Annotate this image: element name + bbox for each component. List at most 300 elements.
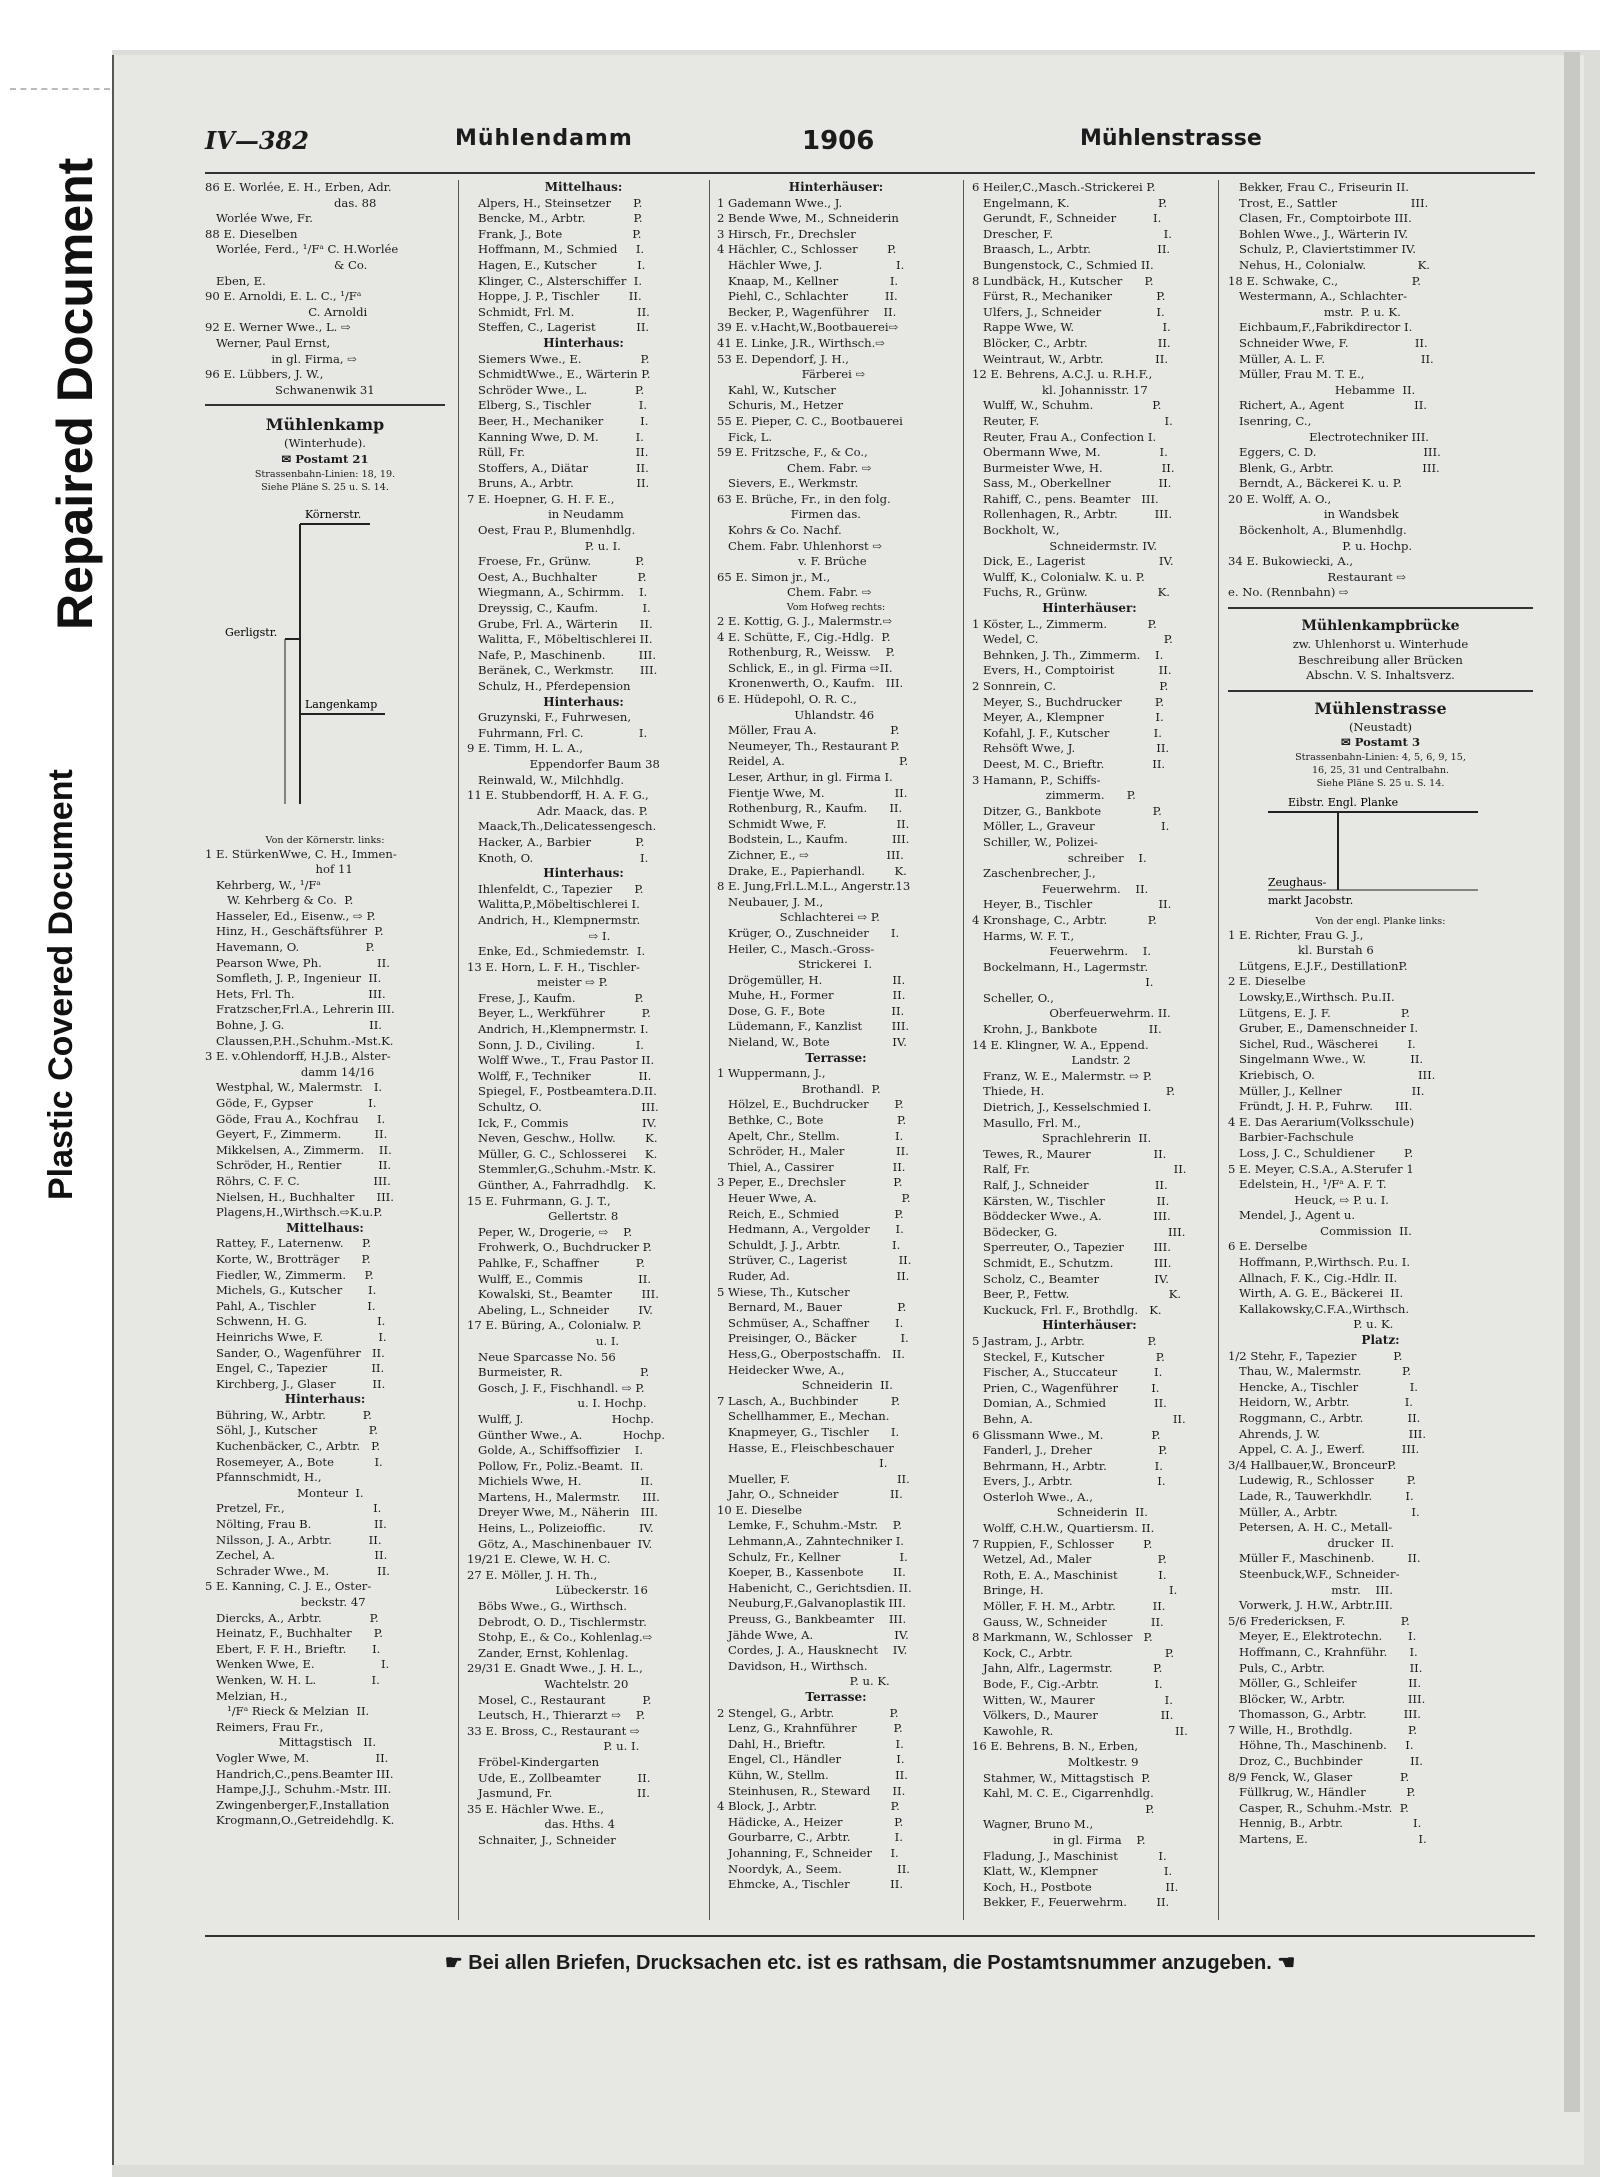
directory-entry: Fründt, J. H. P., Fuhrw. III.: [1228, 1099, 1413, 1114]
directory-entry: Rosemeyer, A., Bote I.: [205, 1454, 383, 1469]
directory-entry: Eggers, C. D. III.: [1228, 445, 1441, 460]
directory-entry: Nilsson, J. A., Arbtr. II.: [205, 1532, 382, 1547]
directory-entry: 12 E. Behrens, A.C.J. u. R.H.F.,: [972, 367, 1153, 382]
map-label-korner: Körnerstr.: [305, 507, 362, 521]
directory-entry: Hencke, A., Tischler I.: [1228, 1379, 1418, 1394]
directory-entry: Drescher, F. I.: [972, 226, 1172, 241]
directory-entry: Stemmler,G.,Schuhm.-Mstr. K.: [467, 1162, 657, 1177]
directory-entry: Heuck, ⇨ P. u. I.: [1228, 1192, 1389, 1207]
directory-entry: Söhl, J., Kutscher P.: [205, 1423, 378, 1438]
subsection-heading: Hinterhaus:: [284, 1392, 366, 1407]
directory-entry: Behnken, J. Th., Zimmerm. I.: [972, 647, 1164, 662]
directory-entry: Schulz, Fr., Kellner I.: [717, 1549, 908, 1564]
directory-entry: Hölzel, E., Buchdrucker P.: [717, 1097, 904, 1112]
tram-lines-2: 16, 25, 31 und Centralbahn.: [1311, 765, 1450, 776]
directory-entry: Göde, F., Gypser I.: [205, 1096, 377, 1110]
directory-entry: Restaurant ⇨: [1228, 569, 1407, 584]
directory-entry: 4 Block, J., Arbtr. P.: [717, 1799, 900, 1814]
directory-entry: Krüger, O., Zuschneider I.: [717, 925, 900, 940]
entries-block: [205, 847, 445, 1221]
directory-entry: Beränek, C., Werkmstr. III.: [467, 663, 658, 678]
directory-entry: Werner, Paul Ernst,: [205, 335, 331, 350]
directory-entry: Handrich,C.,pens.Beamter III.: [205, 1766, 394, 1781]
directory-entry: Schröder Wwe., L. P.: [467, 382, 645, 397]
directory-entry: Loss, J. C., Schuldiener P.: [1228, 1145, 1414, 1160]
directory-entry: Ahrends, J. W. III.: [1228, 1426, 1427, 1441]
directory-entry: 1 Wuppermann, J.,: [717, 1066, 826, 1081]
directory-entry: ¹/Fᵃ Rieck & Melzian II.: [205, 1704, 370, 1719]
directory-entry: 86 E. Worlée, E. H., Erben, Adr.: [205, 180, 392, 194]
directory-entry: Stoffers, A., Diätar II.: [467, 460, 649, 475]
directory-entry: Peper, W., Drogerie, ⇨ P.: [467, 1224, 633, 1239]
direction-note: Von der engl. Planke links:: [1315, 915, 1446, 927]
directory-entry: Färberei ⇨: [717, 367, 866, 382]
directory-entry: Zichner, E., ⇨ III.: [717, 847, 904, 862]
directory-entry: Leutsch, H., Thierarzt ⇨ P.: [467, 1708, 645, 1723]
directory-entry: 3 Peper, E., Drechsler P.: [717, 1175, 903, 1190]
directory-entry: Jähde Wwe, A. IV.: [717, 1627, 909, 1642]
directory-entry: Gosch, J. F., Fischhandl. ⇨ P.: [467, 1380, 645, 1395]
directory-entry: Reich, E., Schmied P.: [717, 1206, 904, 1221]
entries-block: [205, 1236, 445, 1392]
directory-entry: Wulff, W., Schuhm. P.: [972, 398, 1162, 413]
directory-entry: Geyert, F., Zimmerm. II.: [205, 1127, 388, 1142]
directory-entry: Kanning Wwe, D. M. I.: [467, 429, 644, 444]
directory-entry: Lemke, F., Schuhm.-Mstr. P.: [717, 1518, 902, 1533]
directory-entry: Heyer, B., Tischler II.: [972, 897, 1172, 912]
directory-entry: Wedel, C. P.: [972, 632, 1173, 647]
directory-entry: Kofahl, J. F., Kutscher I.: [972, 725, 1162, 740]
directory-entry: Kärsten, W., Tischler II.: [972, 1193, 1170, 1208]
directory-entry: Hets, Frl. Th. III.: [205, 986, 386, 1001]
directory-entry: Müller, A., Arbtr. I.: [1228, 1504, 1420, 1519]
envelope-icon: ✉: [1340, 735, 1355, 750]
column-divider: [709, 180, 710, 1920]
directory-entry: Rothenburg, R., Kaufm. II.: [717, 801, 903, 816]
directory-entry: Roggmann, C., Arbtr. II.: [1228, 1411, 1421, 1425]
directory-entry: Pretzel, Fr., I.: [205, 1501, 382, 1516]
directory-entry: Feuerwehrm. I.: [972, 944, 1152, 959]
directory-entry: Kahl, M. C. E., Cigarrenhdlg.: [972, 1786, 1154, 1801]
postamt-label: Postamt 21: [295, 451, 369, 466]
directory-entry: Apelt, Chr., Stellm. I.: [717, 1128, 904, 1143]
directory-entry: Froese, Fr., Grünw. P.: [467, 554, 645, 569]
directory-entry: Roth, E. A., Maschinist I.: [972, 1567, 1167, 1582]
directory-entry: e. No. (Rennbahn) ⇨: [1228, 585, 1349, 600]
section-title: Mühlenkamp: [265, 415, 385, 435]
directory-entry: in Wandsbek: [1228, 507, 1399, 522]
directory-entry: Reuter, F. I.: [972, 413, 1173, 428]
column-divider: [1218, 180, 1219, 1920]
directory-entry: Bekker, F., Feuerwehrm. II.: [972, 1895, 1170, 1910]
directory-entry: Steffen, C., Lagerist II.: [467, 320, 650, 335]
directory-entry: 63 E. Brüche, Fr., in den folg.: [717, 491, 891, 506]
map-label-langen: Langenkamp: [305, 697, 378, 711]
directory-entry: v. F. Brüche: [717, 554, 867, 569]
directory-entry: Gruzynski, F., Fuhrwesen,: [467, 710, 632, 725]
directory-entry: Johanning, F., Schneider I.: [717, 1845, 899, 1860]
directory-entry: Deest, M. C., Brieftr. II.: [972, 756, 1166, 771]
directory-entry: Wolff, F., Techniker II.: [467, 1068, 652, 1083]
directory-entry: Kühn, W., Stellm. II.: [717, 1767, 908, 1782]
directory-entry: Schneiderin II.: [972, 1505, 1148, 1520]
directory-entry: Röhrs, C. F. C. III.: [205, 1173, 391, 1188]
directory-entry: 29/31 E. Gnadt Wwe., J. H. L.,: [467, 1661, 643, 1676]
directory-entry: Schulz, P., Claviertstimmer IV.: [1228, 242, 1416, 257]
directory-entry: Isenring, C.,: [1228, 413, 1312, 428]
directory-entry: Sander, O., Wagenführer II.: [205, 1345, 385, 1360]
bridge-line: zw. Uhlenhorst u. Winterhude: [1292, 637, 1469, 652]
directory-entry: Mendel, J., Agent u.: [1228, 1208, 1356, 1223]
directory-entry: Debrodt, O. D., Tischlermstr.: [467, 1614, 647, 1629]
right-street-heading: Mühlenstrasse: [1080, 126, 1262, 151]
directory-entry: 10 E. Dieselbe: [717, 1502, 802, 1517]
directory-entry: Franz, W. E., Malermstr. ⇨ P.: [972, 1068, 1152, 1083]
directory-entry: 9 E. Timm, H. L. A.,: [467, 741, 583, 756]
directory-entry: Fick, L.: [717, 429, 773, 444]
directory-entry: Rattey, F., Laternenw. P.: [205, 1236, 372, 1251]
directory-entry: Wirth, A. G. E., Bäckerei II.: [1228, 1286, 1404, 1301]
directory-entry: Zaschenbrecher, J.,: [972, 866, 1096, 881]
directory-entry: 5 Jastram, J., Arbtr. P.: [972, 1333, 1157, 1348]
directory-entry: Becker, P., Wagenführer II.: [717, 304, 897, 319]
subsection-heading: Terrasse:: [805, 1050, 867, 1065]
column-3: [717, 180, 955, 1920]
directory-entry: Kronenwerth, O., Kaufm. III.: [717, 676, 904, 691]
directory-entry: Thiede, H. P.: [972, 1084, 1176, 1099]
directory-entry: Klinger, C., Alsterschiffer I.: [467, 273, 643, 288]
directory-entry: Hennig, B., Arbtr. I.: [1228, 1816, 1422, 1831]
directory-entry: Ihlenfeldt, C., Tapezier P.: [467, 881, 644, 896]
directory-entry: 65 E. Simon jr., M.,: [717, 569, 831, 584]
directory-entry: Böddecker Wwe., A. III.: [972, 1209, 1171, 1224]
section-rule: [1228, 607, 1533, 609]
directory-entry: 1 Köster, L., Zimmerm. P.: [972, 616, 1157, 631]
directory-entry: Schwenn, H. G. I.: [205, 1314, 386, 1329]
directory-entry: Schröder, H., Rentier II.: [205, 1158, 392, 1173]
directory-entry: Möller, F. H. M., Arbtr. II.: [972, 1599, 1166, 1614]
directory-entry: Bühring, W., Arbtr. P.: [205, 1407, 372, 1422]
directory-entry: Sprachlehrerin II.: [972, 1131, 1152, 1146]
directory-entry: Knapmeyer, G., Tischler I.: [717, 1424, 900, 1439]
directory-entry: Koeper, B., Kassenbote II.: [717, 1565, 906, 1580]
directory-entry: 6 Heiler,C.,Masch.-Strickerei P.: [972, 180, 1156, 194]
directory-entry: 27 E. Möller, J. H. Th.,: [467, 1567, 598, 1582]
directory-entry: Günther Wwe., A. Hochp.: [467, 1427, 665, 1442]
directory-entry: Bödecker, G. III.: [972, 1224, 1186, 1239]
directory-entry: Fuhrmann, Frl. C. I.: [467, 725, 648, 740]
directory-entry: Vogler Wwe, M. II.: [205, 1750, 389, 1765]
directory-entry: Bungenstock, C., Schmied II.: [972, 257, 1154, 272]
directory-entry: Blöcker, C., Arbtr. II.: [972, 335, 1171, 350]
directory-entry: Schulz, H., Pferdepension: [467, 679, 631, 693]
directory-entry: das. 88: [205, 195, 377, 210]
directory-entry: Hoppe, J. P., Tischler II.: [467, 289, 642, 304]
directory-entry: Petersen, A. H. C., Metall-: [1228, 1520, 1393, 1535]
directory-entry: Schröder, H., Maler II.: [717, 1144, 909, 1159]
directory-entry: Drögemüller, H. II.: [717, 972, 906, 987]
directory-entry: Ehmcke, A., Tischler II.: [717, 1877, 904, 1892]
directory-entry: Bernard, M., Bauer P.: [717, 1300, 907, 1315]
directory-entry: Heins, L., Polizeioffic. IV.: [467, 1521, 654, 1536]
directory-entry: 4 Kronshage, C., Arbtr. P.: [972, 912, 1157, 927]
directory-entry: Fiedler, W., Zimmerm. P.: [205, 1267, 374, 1282]
directory-entry: 39 E. v.Hacht,W.,Bootbauerei⇨: [717, 320, 899, 335]
directory-entry: Steckel, F., Kutscher P.: [972, 1349, 1165, 1364]
directory-entry: Fientje Wwe, M. II.: [717, 785, 908, 800]
directory-entry: Martens, E. I.: [1228, 1832, 1427, 1847]
directory-entry: Frese, J., Kaufm. P.: [467, 990, 644, 1005]
directory-entry: Bode, F., Cig.-Arbtr. I.: [972, 1677, 1163, 1691]
directory-entry: Abeling, L., Schneider IV.: [467, 1302, 653, 1317]
entries-block: [717, 180, 955, 1893]
directory-entry: Schmidt Wwe, F. II.: [717, 816, 910, 831]
directory-entry: Havemann, O. P.: [205, 940, 375, 955]
directory-entry: 4 E. Das Aerarium(Volksschule): [1228, 1114, 1415, 1129]
directory-entry: Lütgens, E. J. F. P.: [1228, 1005, 1410, 1020]
directory-entry: Bringe, H. I.: [972, 1583, 1178, 1598]
directory-entry: Kuchenbäcker, C., Arbtr. P.: [205, 1439, 381, 1454]
directory-entry: Eppendorfer Baum 38: [467, 756, 660, 771]
directory-entry: 19/21 E. Clewe, W. H. C.: [467, 1552, 611, 1567]
directory-entry: Evers, J., Arbtr. I.: [972, 1474, 1166, 1489]
directory-entry: Walitta, F., Möbeltischlerei II.: [467, 632, 653, 647]
directory-entry: Ruder, Ad. II.: [717, 1268, 910, 1283]
directory-entry: Ebert, F. F. H., Brieftr. I.: [205, 1641, 381, 1656]
directory-entry: Frohwerk, O., Buchdrucker P.: [467, 1240, 652, 1255]
directory-entry: Worlée, Ferd., ¹/Fᵃ C. H.Worlée: [205, 242, 399, 257]
directory-entry: Heidecker Wwe, A.,: [717, 1362, 845, 1377]
directory-entry: ⇨ I.: [467, 928, 611, 943]
subsection-heading: Platz:: [1361, 1333, 1400, 1348]
directory-entry: Kallakowsky,C.F.A.,Wirthsch.: [1228, 1301, 1410, 1316]
directory-entry: Bethke, C., Bote P.: [717, 1113, 907, 1128]
directory-entry: Meyer, E., Elektrotechn. I.: [1228, 1629, 1417, 1644]
directory-entry: Hoffmann, M., Schmied I.: [467, 242, 645, 257]
directory-entry: P. u. K.: [717, 1674, 890, 1689]
directory-entry: Harms, W. F. T.,: [972, 928, 1075, 943]
directory-entry: Berndt, A., Bäckerei K. u. P.: [1228, 476, 1402, 491]
directory-entry: 8 E. Jung,Frl.L.M.L., Angerstr.13: [717, 879, 911, 894]
directory-entry: Kohrs & Co. Nachf.: [717, 523, 842, 538]
section-district: (Winterhude).: [284, 436, 366, 451]
directory-entry: Neumeyer, Th., Restaurant P.: [717, 738, 900, 753]
directory-entry: Davidson, H., Wirthsch.: [717, 1658, 868, 1673]
directory-entry: 92 E. Werner Wwe., L. ⇨: [205, 320, 351, 335]
directory-entry: 3 Hamann, P., Schiffs-: [972, 772, 1101, 787]
directory-entry: Mosel, C., Restaurant P.: [467, 1692, 652, 1707]
directory-entry: 1 E. StürkenWwe, C. H., Immen-: [205, 846, 397, 861]
directory-entry: Ulfers, J., Schneider I.: [972, 304, 1165, 319]
directory-entry: Reuter, Frau A., Confection I.: [972, 429, 1157, 444]
directory-entry: Grube, Frl. A., Wärterin II.: [467, 616, 653, 631]
directory-entry: Richert, A., Agent II.: [1228, 398, 1427, 413]
directory-entry: Beer, P., Fettw. K.: [972, 1287, 1182, 1302]
map-label-bottom2: markt Jacobstr.: [1268, 894, 1354, 907]
directory-entry: Müller F., Maschinenb. II.: [1228, 1551, 1421, 1566]
directory-entry: Heuer Wwe, A. P.: [717, 1191, 911, 1205]
directory-entry: Maack,Th.,Delicatessengesch.: [467, 819, 657, 834]
directory-entry: Puls, C., Arbtr. II.: [1228, 1660, 1423, 1675]
directory-entry: Obermann Wwe, M. I.: [972, 445, 1168, 460]
directory-entry: Melzian, H.,: [205, 1688, 288, 1703]
directory-entry: Eichbaum,F.,Fabrikdirector I.: [1228, 320, 1413, 335]
directory-entry: Muhe, H., Former II.: [717, 988, 906, 1003]
directory-entry: Mittagstisch II.: [205, 1735, 377, 1750]
directory-entry: 8 Markmann, W., Schlosser P.: [972, 1630, 1153, 1645]
page-edge: [1564, 52, 1580, 2112]
column-2: [467, 180, 700, 1920]
entries-block: [1228, 180, 1533, 601]
directory-entry: 3 E. v.Ohlendorff, H.J.B., Alster-: [205, 1049, 391, 1064]
directory-entry: Domian, A., Schmied II.: [972, 1396, 1167, 1411]
directory-entry: Schneidermstr. IV.: [972, 538, 1158, 553]
subsection-heading: Hinterhaus:: [543, 694, 624, 709]
column-divider: [458, 180, 459, 1920]
directory-entry: Neven, Geschw., Hollw. K.: [467, 1131, 658, 1146]
directory-entry: zimmerm. P.: [972, 788, 1136, 803]
directory-entry: u. I. Hochp.: [467, 1396, 647, 1411]
directory-entry: Nafe, P., Maschinenb. III.: [467, 647, 657, 662]
directory-entry: Fratzscher,Frl.A., Lehrerin III.: [205, 1002, 395, 1017]
directory-entry: Thau, W., Malermstr. P.: [1228, 1364, 1412, 1379]
directory-entry: Pearson Wwe, Ph. II.: [205, 955, 390, 970]
directory-entry: Nieland, W., Bote IV.: [717, 1035, 907, 1050]
envelope-icon: ✉: [281, 451, 296, 466]
directory-entry: Kehrberg, W., ¹/Fᵃ: [205, 877, 321, 892]
directory-entry: Brothandl. P.: [717, 1081, 881, 1096]
directory-entry: 33 E. Bross, C., Restaurant ⇨: [467, 1723, 640, 1738]
directory-entry: Landstr. 2: [972, 1053, 1131, 1068]
entries-block: [1228, 928, 1533, 1333]
directory-entry: Ude, E., Zollbeamter II.: [467, 1770, 651, 1785]
directory-entry: Sass, M., Oberkellner II.: [972, 476, 1172, 491]
directory-entry: Wagner, Bruno M.,: [972, 1817, 1094, 1832]
directory-entry: Oest, Frau P., Blumenhdlg.: [467, 523, 636, 538]
directory-entry: 14 E. Klingner, W. A., Eppend.: [972, 1037, 1149, 1052]
directory-entry: u. I.: [467, 1333, 620, 1348]
directory-entry: Blenk, G., Arbtr. III.: [1228, 460, 1440, 475]
directory-entry: Frank, J., Bote P.: [467, 226, 642, 241]
directory-entry: Krohn, J., Bankbote II.: [972, 1022, 1162, 1037]
directory-entry: Steinhusen, R., Steward II.: [717, 1783, 906, 1798]
directory-entry: Burmeister Wwe, H. II.: [972, 460, 1175, 475]
directory-entry: 2 E. Kottig, G. J., Malermstr.⇨: [717, 614, 893, 629]
directory-entry: Rollenhagen, R., Arbtr. III.: [972, 507, 1173, 522]
directory-entry: Chem. Fabr. ⇨: [717, 460, 872, 475]
directory-entry: Nehus, H., Colonialw. K.: [1228, 257, 1430, 272]
subsection-heading: Hinterhaus:: [543, 866, 624, 881]
directory-entry: 8/9 Fenck, W., Glaser P.: [1228, 1769, 1410, 1784]
directory-entry: Knaap, M., Kellner I.: [717, 273, 899, 288]
side-tab-strip: [0, 0, 112, 2177]
directory-entry: Golde, A., Schiffsoffizier I.: [467, 1443, 644, 1458]
left-street-heading: Mühlendamm: [455, 126, 633, 151]
directory-entry: Behrmann, H., Arbtr. I.: [972, 1458, 1163, 1473]
directory-entry: Fanderl, J., Dreher P.: [972, 1443, 1168, 1458]
directory-entry: 7 Wille, H., Brothdlg. P.: [1228, 1722, 1418, 1737]
subsection-heading: Hinterhäuser:: [1042, 1318, 1137, 1333]
directory-entry: Witten, W., Maurer I.: [972, 1692, 1173, 1707]
directory-entry: Reinwald, W., Milchhdlg.: [467, 772, 625, 787]
directory-entry: Dose, G. F., Bote II.: [717, 1003, 905, 1018]
footer-rule: [205, 1935, 1535, 1937]
directory-entry: I.: [972, 975, 1154, 990]
directory-entry: 1 Gademann Wwe., J.: [717, 195, 843, 210]
directory-entry: Bodstein, L., Kaufm. III.: [717, 832, 910, 847]
map-label-gerlig: Gerligstr.: [225, 625, 278, 639]
directory-entry: kl. Johannisstr. 17: [972, 382, 1148, 397]
column-1: [205, 180, 445, 1920]
directory-entry: Gellertstr. 8: [467, 1209, 619, 1224]
directory-entry: Neuburg,F.,Galvanoplastik III.: [717, 1596, 906, 1611]
directory-entry: Trost, E., Sattler III.: [1228, 195, 1429, 210]
directory-entry: Rüll, Fr. II.: [467, 445, 649, 460]
directory-entry: Rothenburg, R., Weissw. P.: [717, 645, 895, 660]
entries-block: [467, 180, 700, 1849]
entries-block: [205, 180, 445, 398]
directory-entry: Hoffmann, C., Krahnführ. I.: [1228, 1644, 1418, 1659]
directory-entry: 2 Bende Wwe, M., Schneiderin: [717, 211, 899, 226]
directory-entry: Fröbel-Kindergarten: [467, 1754, 600, 1769]
directory-entry: Hagen, E., Kutscher I.: [467, 257, 646, 272]
directory-entry: Adr. Maack, das. P.: [467, 803, 648, 818]
directory-entry: Nielsen, H., Buchhalter III.: [205, 1189, 394, 1204]
directory-entry: Wenken, W. H. L. I.: [205, 1672, 380, 1687]
directory-entry: Schlachterei ⇨ P.: [717, 910, 880, 925]
directory-entry: Kuckuck, Frl. F., Brothdlg. K.: [972, 1302, 1162, 1317]
column-5: [1228, 180, 1533, 1920]
directory-entry: Schwanenwik 31: [205, 382, 375, 397]
directory-entry: SchmidtWwe., E., Wärterin P.: [467, 367, 651, 382]
directory-entry: Weintraut, W., Arbtr. II.: [972, 351, 1169, 366]
directory-entry: Chem. Fabr. ⇨: [717, 585, 872, 600]
street-title: Mühlenstrasse: [1314, 698, 1447, 718]
directory-entry: Dick, E., Lagerist IV.: [972, 554, 1174, 569]
directory-entry: kl. Burstah 6: [1228, 943, 1374, 958]
directory-entry: Moltkestr. 9: [972, 1754, 1139, 1769]
directory-entry: Uhlandstr. 46: [717, 707, 875, 722]
directory-entry: Bencke, M., Arbtr. P.: [467, 211, 643, 226]
directory-entry: Wetzel, Ad., Maler P.: [972, 1552, 1167, 1567]
directory-entry: Klatt, W., Klempner I.: [972, 1864, 1173, 1879]
directory-entry: Blöcker, W., Arbtr. III.: [1228, 1691, 1426, 1706]
directory-entry: Meyer, A., Klempner I.: [972, 710, 1164, 725]
directory-entry: 13 E. Horn, L. F. H., Tischler-: [467, 959, 640, 974]
directory-entry: Füllkrug, W., Händler P.: [1228, 1785, 1416, 1800]
directory-entry: 7 E. Hoepner, G. H. F. E.,: [467, 491, 615, 506]
column-divider: [963, 180, 964, 1920]
directory-entry: Heiler, C., Masch.-Gross-: [717, 941, 875, 956]
directory-entry: Singelmann Wwe., W. II.: [1228, 1052, 1424, 1067]
directory-entry: Cordes, J. A., Hausknecht IV.: [717, 1643, 908, 1658]
directory-entry: Monteur I.: [205, 1485, 364, 1500]
directory-entry: Mueller, F. II.: [717, 1471, 910, 1486]
directory-entry: 11 E. Stubbendorff, H. A. F. G.,: [467, 788, 649, 803]
directory-entry: 18 E. Schwake, C., P.: [1228, 273, 1421, 288]
directory-entry: Commission II.: [1228, 1223, 1412, 1238]
subsection-heading: Terrasse:: [805, 1690, 867, 1704]
directory-entry: Barbier-Fachschule: [1228, 1130, 1354, 1145]
directory-entry: Lüdemann, F., Kanzlist III.: [717, 1019, 910, 1034]
directory-entry: 8 Lundbäck, H., Kutscher P.: [972, 273, 1154, 288]
subsection-heading: Hinterhäuser:: [788, 180, 884, 194]
directory-entry: 5 E. Kanning, C. J. E., Oster-: [205, 1579, 372, 1594]
directory-entry: Rehsöft Wwe, J. II.: [972, 741, 1170, 756]
directory-entry: in gl. Firma, ⇨: [205, 351, 357, 366]
directory-entry: Schmüser, A., Schaffner I.: [717, 1315, 904, 1330]
directory-entry: 17 E. Büring, A., Colonialw. P.: [467, 1318, 642, 1333]
